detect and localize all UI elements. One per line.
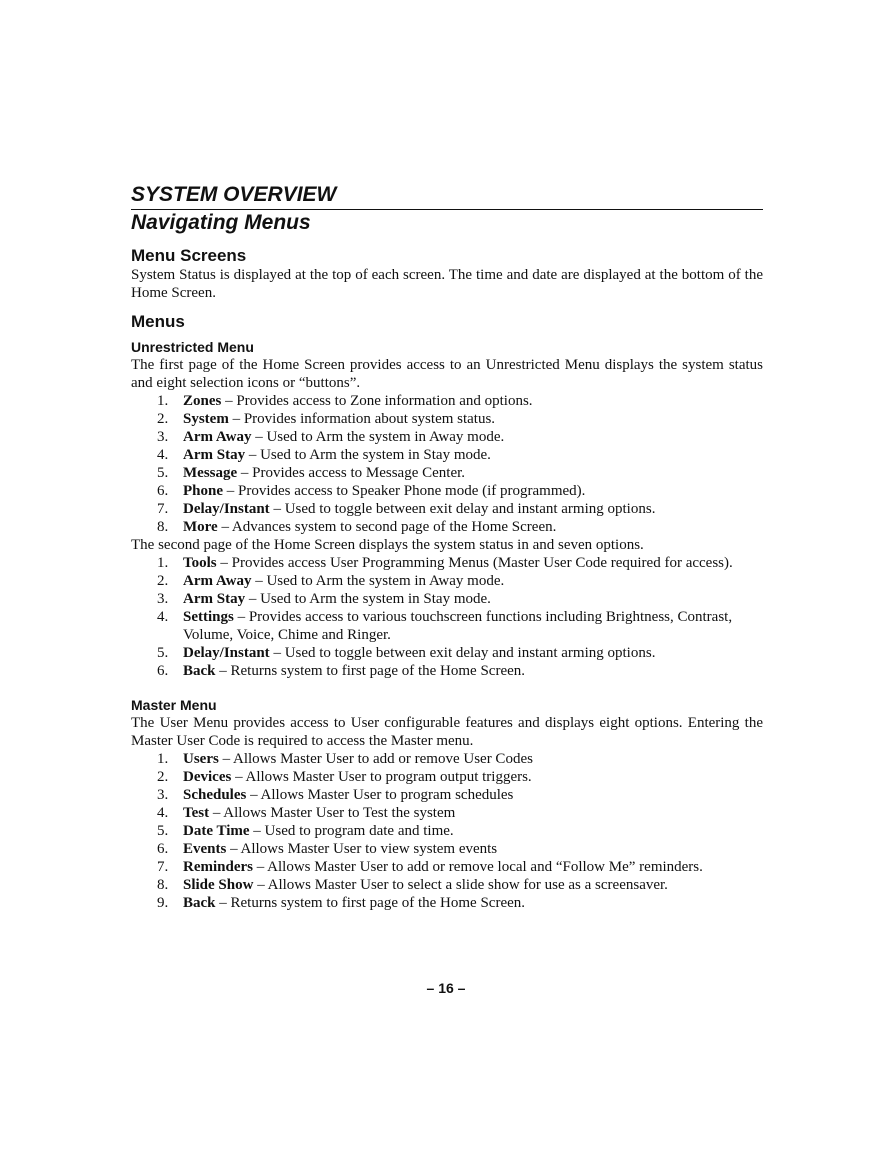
list-item-number: 2. <box>157 411 169 427</box>
list-item-description: – Used to toggle between exit delay and instant arming options. <box>269 645 656 661</box>
list-item <box>157 446 763 464</box>
list-item-description: – Used to Arm the system in Away mode. <box>251 573 505 589</box>
list-item-description: – Returns system to first page of the Home Screen. <box>215 663 526 679</box>
list-item-term: Delay/Instant <box>183 645 270 661</box>
list-item-description: – Advances system to second page of the Home Screen. <box>217 519 557 535</box>
master-menu-intro: The User Menu provides access to User configurable features and displays eight options. Entering the Master User Code is required to access the Master menu. <box>131 715 763 749</box>
list-item-number: 3. <box>157 787 169 803</box>
page-content <box>131 182 763 912</box>
subsection-title: Navigating Menus <box>131 211 311 234</box>
unrestricted-menu-heading: Unrestricted Menu <box>131 339 254 355</box>
list-item-description: – Used to program date and time. <box>249 823 454 839</box>
list-item-term: Tools <box>183 555 217 571</box>
list-item-term: Arm Stay <box>183 447 246 463</box>
list-item-description: – Used to Arm the system in Away mode. <box>251 429 505 445</box>
list-item <box>157 804 763 822</box>
list-item <box>157 786 763 804</box>
list-item-term: Devices <box>183 769 232 785</box>
list-item-description: – Provides access to Zone information and options. <box>221 393 533 409</box>
list-item <box>157 876 763 894</box>
list-item-number: 9. <box>157 895 169 911</box>
list-item-term: Users <box>183 751 219 767</box>
list-item <box>157 500 763 518</box>
list-item-number: 5. <box>157 823 169 839</box>
menu-screens-text: System Status is displayed at the top of each screen. The time and date are displayed at the bottom of the Home Screen. <box>131 267 763 301</box>
list-item <box>157 858 763 876</box>
list-item-description: – Provides information about system status. <box>228 411 496 427</box>
list-item-description: – Used to Arm the system in Stay mode. <box>245 447 491 463</box>
list-item-term: Events <box>183 841 227 857</box>
list-item-term: Back <box>183 663 216 679</box>
menu-screens-heading: Menu Screens <box>131 246 247 265</box>
list-item-term: Arm Away <box>183 429 252 445</box>
list-item-description: – Provides access to Speaker Phone mode (if programmed). <box>223 483 586 499</box>
section-title: SYSTEM OVERVIEW <box>131 182 763 210</box>
second-page-list <box>131 554 763 680</box>
list-item-term: Reminders <box>183 859 253 875</box>
list-item-term: Settings <box>183 609 234 625</box>
list-item <box>157 518 763 536</box>
list-item-number: 4. <box>157 609 169 625</box>
list-item-number: 6. <box>157 483 169 499</box>
list-item-term: Date Time <box>183 823 250 839</box>
page-number: – 16 – <box>426 980 466 996</box>
list-item-description: – Allows Master User to add or remove User Codes <box>218 751 533 767</box>
list-item-description: – Returns system to first page of the Home Screen. <box>215 895 526 911</box>
list-item <box>157 750 763 768</box>
list-item-number: 7. <box>157 501 169 517</box>
list-item <box>157 590 763 608</box>
list-item-term: Arm Away <box>183 573 252 589</box>
list-item-number: 5. <box>157 465 169 481</box>
list-item <box>157 554 763 572</box>
list-item-description: – Allows Master User to Test the system <box>209 805 456 821</box>
list-item-number: 6. <box>157 663 169 679</box>
list-item-number: 2. <box>157 769 169 785</box>
list-item-term: Zones <box>183 393 222 409</box>
list-item <box>157 662 763 680</box>
list-item-number: 4. <box>157 805 169 821</box>
list-item-number: 4. <box>157 447 169 463</box>
list-item <box>157 392 763 410</box>
list-item-number: 7. <box>157 859 169 875</box>
list-item-term: Test <box>183 805 210 821</box>
list-item-term: Schedules <box>183 787 247 803</box>
list-item <box>157 644 763 662</box>
list-item-number: 1. <box>157 751 169 767</box>
unrestricted-menu-list <box>131 392 763 536</box>
list-item-description: – Used to toggle between exit delay and instant arming options. <box>269 501 656 517</box>
list-item-term: Message <box>183 465 238 481</box>
list-item-number: 1. <box>157 555 169 571</box>
list-item-number: 8. <box>157 877 169 893</box>
list-item-term: Phone <box>183 483 224 499</box>
master-menu-heading: Master Menu <box>131 697 217 713</box>
list-item-description: – Provides access to Message Center. <box>237 465 466 481</box>
list-item-description: – Used to Arm the system in Stay mode. <box>245 591 491 607</box>
list-item <box>157 608 763 644</box>
list-item-number: 3. <box>157 591 169 607</box>
list-item <box>157 822 763 840</box>
list-item <box>157 768 763 786</box>
list-item-term: Slide Show <box>183 877 254 893</box>
list-item <box>157 572 763 590</box>
list-item-number: 1. <box>157 393 169 409</box>
list-item <box>157 482 763 500</box>
list-item-term: Delay/Instant <box>183 501 270 517</box>
menus-heading: Menus <box>131 312 185 331</box>
list-item-description: – Provides access to various touchscreen functions including Brightness, Contrast, Volume, Voice, Chime and Ringer. <box>183 609 733 643</box>
list-item-description: – Allows Master User to program schedules <box>246 787 514 803</box>
list-item-number: 6. <box>157 841 169 857</box>
list-item-term: More <box>183 519 218 535</box>
list-item-description: – Allows Master User to program output triggers. <box>231 769 532 785</box>
list-item-term: System <box>183 411 229 427</box>
list-item-term: Back <box>183 895 216 911</box>
list-item <box>157 894 763 912</box>
list-item-number: 2. <box>157 573 169 589</box>
list-item-term: Arm Stay <box>183 591 246 607</box>
list-item-description: – Allows Master User to view system events <box>226 841 498 857</box>
list-item-number: 5. <box>157 645 169 661</box>
list-item <box>157 840 763 858</box>
list-item <box>157 464 763 482</box>
list-item-number: 3. <box>157 429 169 445</box>
second-page-intro: The second page of the Home Screen displays the system status in and seven options. <box>131 537 644 553</box>
list-item-description: – Allows Master User to add or remove local and “Follow Me” reminders. <box>253 859 703 875</box>
list-item-number: 8. <box>157 519 169 535</box>
list-item <box>157 410 763 428</box>
list-item-description: – Allows Master User to select a slide show for use as a screensaver. <box>253 877 668 893</box>
list-item <box>157 428 763 446</box>
spacer <box>131 680 763 696</box>
unrestricted-menu-intro: The first page of the Home Screen provides access to an Unrestricted Menu displays the system status and eight selection icons or “buttons”. <box>131 357 763 391</box>
master-menu-list <box>131 750 763 912</box>
list-item-description: – Provides access User Programming Menus (Master User Code required for access). <box>216 555 733 571</box>
